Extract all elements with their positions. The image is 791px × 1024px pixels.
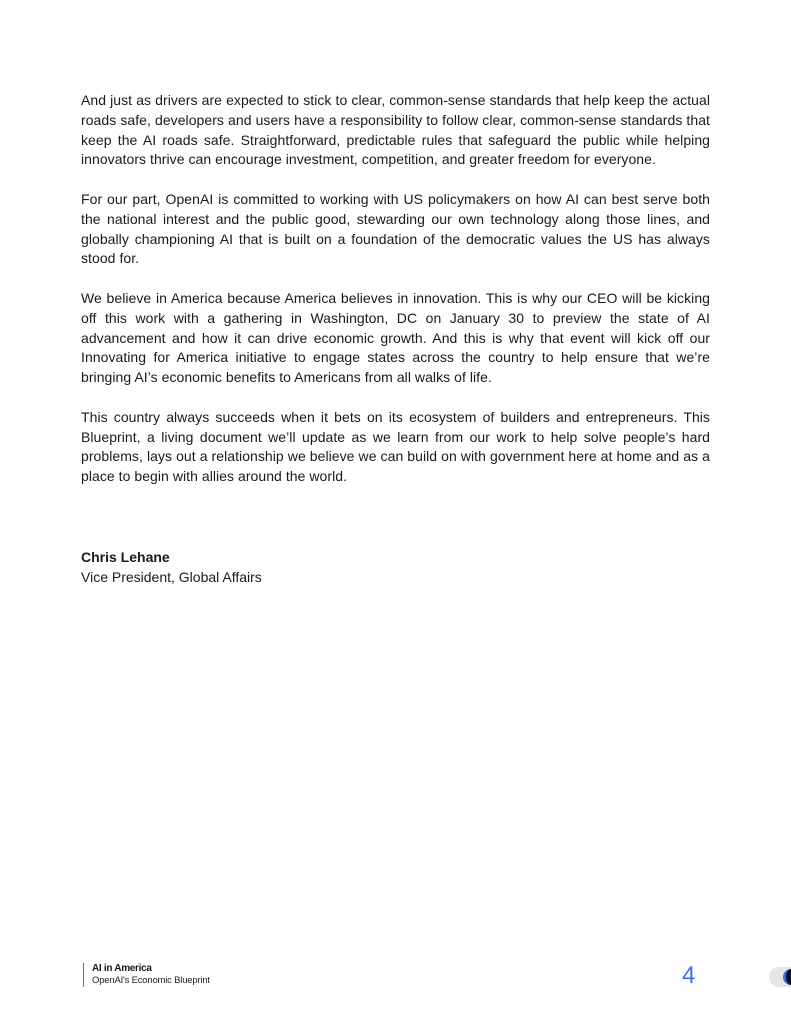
signature-title: Vice President, Global Affairs	[81, 569, 262, 585]
paragraph: This country always succeeds when it bets on its ecosystem of builders and entrepreneurs. This Blueprint, a living document we’ll update as we learn from our work to help solve people’s hard problems, lays out a relationship we believe we can build on with government here at home and as a place to begin with allies around the world.	[81, 408, 710, 485]
paragraph: For our part, OpenAI is committed to working with US policymakers on how AI can best serve both the national interest and the public good, stewarding our own technology along those lines, and globally championing AI that is built on a foundation of the democratic values the US has always stood for.	[81, 190, 710, 267]
floating-widget-button[interactable]	[769, 967, 791, 987]
paragraph: And just as drivers are expected to stick to clear, common-sense standards that help keep the actual roads safe, developers and users have a responsibility to follow clear, common-sense standards that keep the AI roads safe. Straightforward, predictable rules that safeguard the public while helping innovators thrive can encourage investment, competition, and greater freedom for everyone.	[81, 92, 710, 168]
footer-title: AI in America	[92, 963, 152, 974]
footer-subtitle: OpenAI's Economic Blueprint	[92, 975, 210, 986]
widget-icon	[783, 969, 791, 985]
page-number: 4	[682, 962, 696, 989]
signature-block	[81, 547, 262, 587]
paragraph: We believe in America because America believes in innovation. This is why our CEO will be kicking off this work with a gathering in Washington, DC on January 30 to preview the state of AI advancement and how it can drive economic growth. And this is why that event will kick off our Innovating for America initiative to engage states across the country to help ensure that we’re bringing AI’s economic benefits to Americans from all walks of life.	[81, 289, 710, 386]
signature-name: Chris Lehane	[81, 549, 170, 565]
footer	[83, 963, 210, 987]
document-body	[81, 91, 710, 507]
